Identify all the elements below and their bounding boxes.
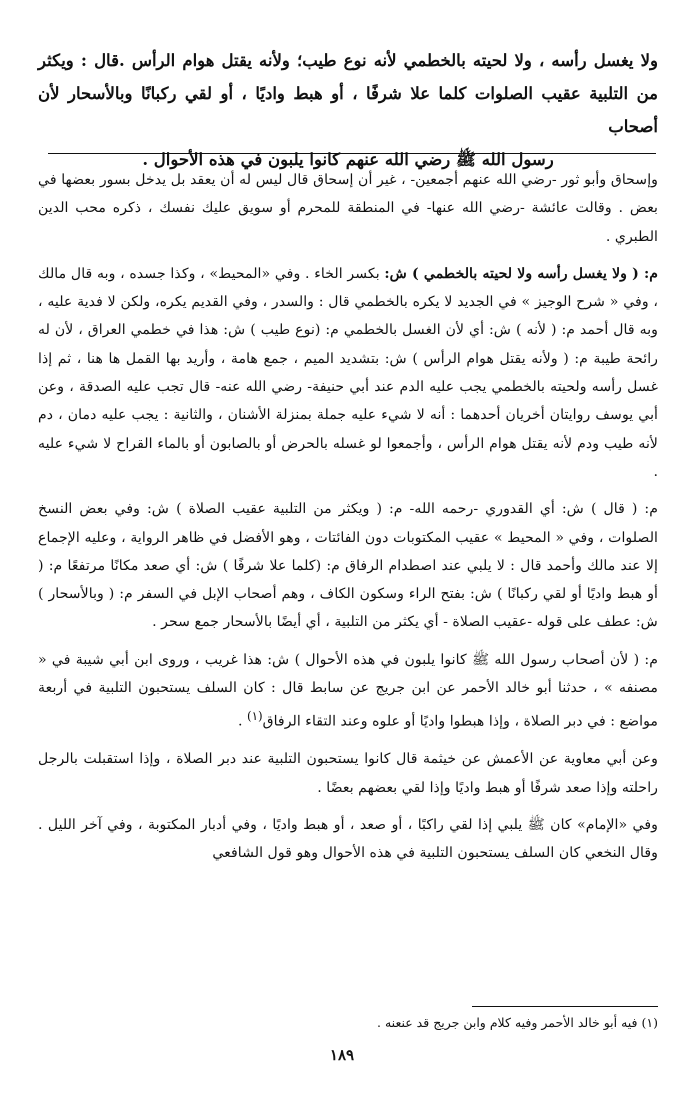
footnote-divider <box>472 1006 658 1007</box>
commentary-paragraph-5: وعن أبي معاوية عن الأعمش عن خيثمة قال كانوا يستحبون التلبية عند دبر الصلاة ، وإذا استقبلت بالرجل راحلته وإذا صعد شرفًا أو هبط واديًا وإذا لقي بعضهم بعضًا . <box>38 751 658 796</box>
page-number: ١٨٩ <box>329 1046 355 1064</box>
commentary-paragraph-1: وإسحاق وأبو ثور -رضي الله عنهم أجمعين- ، غير أن إسحاق قال ليس له أن يعقد بل يدخل بسور بعضها في بعض . وقالت عائشة -رضي الله عنها- في المنطقة للمحرم أو سويق عليك نفسك ، ذكره محب الدين الطبري . <box>38 172 658 245</box>
commentary-paragraph-4 <box>38 646 658 737</box>
commentary-paragraph-2-b: وفي «المحيط» ، وكذا جسده ، وبه قال مالك ، وفي « شرح الوجيز » في الجديد لا يكره بالخطمي قال : والسدر ، وفي القديم يكره، ولكن لا فدية عليه ، وبه قال أحمد م: ( لأنه ) ش: أي لأن الغسل بالخطمي م: (نوع طيب ) ش: هذا في خطمي العراق ، لأن له رائحة طيبة م: ( ولأنه يقتل هوام الرأس ) ش: بتشديد الميم ، جمع هامة ، وأريد بها القمل ها هنا ، ثم إذا غسل رأسه ولحيته بالخطمي يجب عليه الدم عند أبي حنيفة- رضي الله عنه- قال تجب عليه الصدقة ، وعن أبي يوسف روايتان أخريان أحدهما : أنه لا شيء عليه جملة بمنزلة الأشنان ، والثانية : يجب عليه دمان ، دم لأنه طيب ودم لأنه يقتل هوام الرأس ، وأجمعوا لو غسله بالحرض أو بالصابون أو بالماء القراح لا شيء عليه . <box>38 265 658 480</box>
commentary-paragraph-6: وفي «الإمام» كان ﷺ يلبي إذا لقي راكبًا ، أو صعد ، أو هبط واديًا ، وفي أدبار المكتوبة ، وفي آخر الليل . وقال النخعي كان السلف يستحبون التلبية في هذه الأحوال وهو قول الشافعي <box>38 816 658 862</box>
main-text-line-2: التلبية عقيب الصلوات كلما علا شرفًا ، أو هبط واديًا ، أو لقي ركبانًا وبالأسحار لأن أصحاب <box>38 84 658 136</box>
footnote: (١) فيه أبو خالد الأحمر وفيه كلام وابن جريج قد عنعنه . <box>377 1015 658 1030</box>
commentary-paragraph-4-end: . <box>237 714 247 731</box>
main-text <box>38 44 658 176</box>
commentary-paragraph-3: م: ( قال ) ش: أي القدوري -رحمه الله- م: ( ويكثر من التلبية عقيب الصلاة ) ش: وفي بعض النسخ الصلوات ، وفي « المحيط » عقيب المكتوبات دون الفائتات ، وهو الأفضل في ظاهر الرواية ، وعليه الإجماع إلا عند مالك وأحمد قال : لا يلبي عند اصطدام الرفاق م: (كلما علا شرفًا ) ش: أي صعد مكانًا مرتفعًا م: ( أو هبط واديًا أو لقي ركبانًا ) ش: بفتح الراء وسكون الكاف ، وهم أصحاب الإبل في السفر م: ( وبالأسحار ) ش: عطف على قوله -عقيب الصلاة - أي يكثر من التلبية ، أي أيضًا بالأسحار جمع سحر . <box>38 501 658 631</box>
commentary-paragraph-2 <box>38 260 658 486</box>
commentary-block <box>38 166 658 877</box>
footnote-reference[interactable]: (١) <box>246 709 263 724</box>
commentary-paragraph-2-heading: م: ( ولا يغسل رأسه ولا لحيته بالخطمي ) ش: <box>384 265 659 282</box>
commentary-paragraph-4-text: م: ( لأن أصحاب رسول الله ﷺ كانوا يلبون في هذه الأحوال ) ش: هذا غريب ، وروى ابن أبي شيبة في « مصنفه » ، حدثنا أبو خالد الأحمر عن ابن جريج عن سابط قال : كان السلف يستحبون التلبية في أربعة مواضع : في دبر الصلاة ، وإذا هبطوا واديًا أو علوه وعند التقاء الرفاق <box>38 651 658 731</box>
main-text-divider <box>48 153 656 154</box>
main-text-line-1: ولا يغسل رأسه ، ولا لحيته بالخطمي لأنه نوع طيب؛ ولأنه يقتل هوام الرأس .قال : ويكثر من <box>38 51 658 103</box>
commentary-paragraph-2-a: بكسر الخاء . <box>300 265 385 282</box>
main-text-block <box>38 44 658 176</box>
main-text-line-3: رسول الله ﷺ رضي الله عنهم كانوا يلبون في هذه الأحوال . <box>142 150 554 169</box>
